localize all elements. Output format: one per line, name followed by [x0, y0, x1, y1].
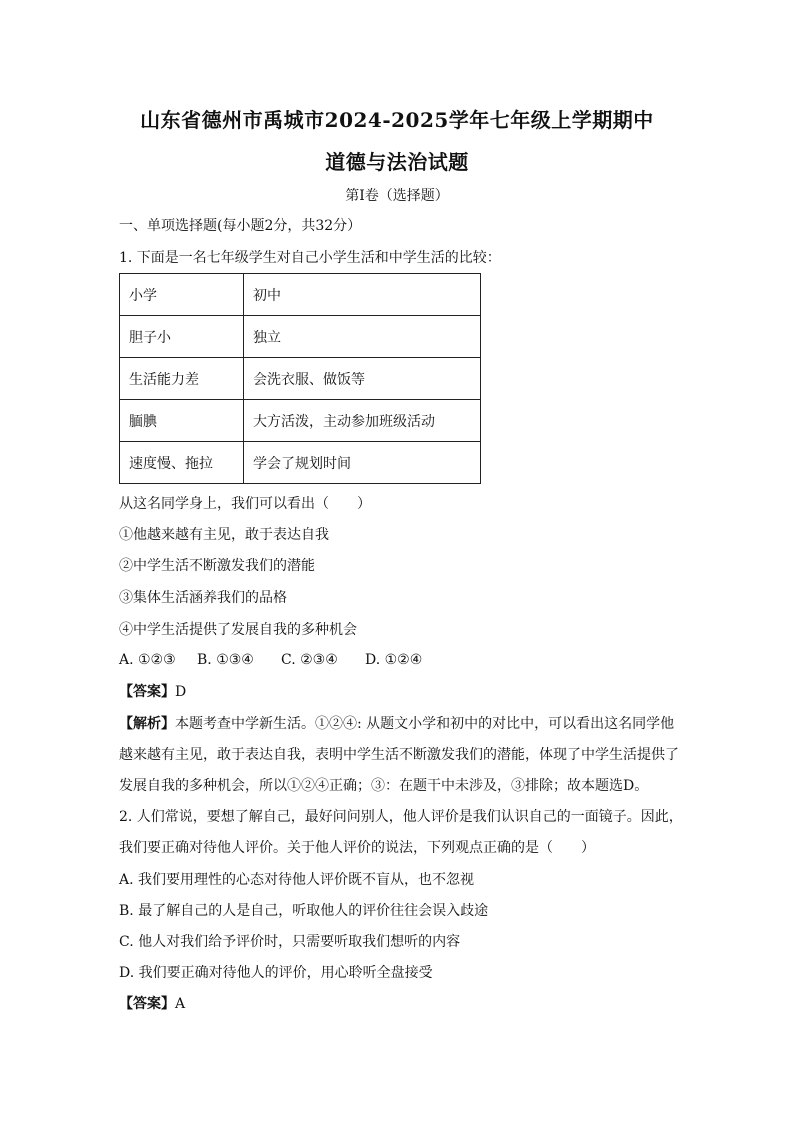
comparison-table: [119, 273, 481, 484]
answer-value: A: [175, 996, 186, 1012]
q1-options: [119, 650, 422, 670]
table-cell: 独立: [244, 316, 481, 358]
table-cell: 大方活泼，主动参加班级活动: [244, 400, 481, 442]
q1-option: B. ①③④: [197, 652, 254, 668]
q2-option: D. 我们要正确对待他人的评价，用心聆听全盘接受: [119, 965, 433, 981]
q2-option: B. 最了解自己的人是自己，听取他人的评价往往会误入歧途: [119, 903, 489, 919]
table-cell: 会洗衣服、做饭等: [244, 358, 481, 400]
q1-option: D. ①②④: [365, 652, 423, 668]
table-row: [120, 316, 481, 358]
q1-option: C. ②③④: [281, 652, 338, 668]
q2-answer: [119, 994, 185, 1014]
q2-stem-line: 2. 人们常说，要想了解自己，最好问问别人，他人评价是我们认识自己的一面镜子。因此，: [119, 809, 683, 825]
answer-value: D: [175, 684, 187, 700]
table-cell: 速度慢、拖拉: [120, 442, 244, 484]
table-row: [120, 358, 481, 400]
section-heading: 一、单项选择题(每小题2分，共32分）: [119, 218, 362, 234]
analysis-text: 本题考查中学新生活。①②④: 从题文小学和初中的对比中，可以看出这名同学他: [175, 716, 675, 732]
exam-title-line1: 山东省德州市禹城市2024-2025学年七年级上学期期中: [140, 108, 654, 132]
q1-analysis-line: [119, 714, 674, 734]
q1-item: ①他越来越有主见，敢于表达自我: [119, 527, 329, 543]
q1-answer: [119, 682, 186, 702]
q1-analysis-line: 发展自我的多种机会，所以①②④正确；③：在题干中未涉及，③排除；故本题选D。: [119, 778, 649, 794]
table-row: [120, 442, 481, 484]
table-row: [120, 274, 481, 316]
volume-label: 第Ⅰ卷（选择题）: [345, 188, 449, 204]
q2-option: A. 我们要用理性的心态对待他人评价既不盲从，也不忽视: [119, 872, 475, 888]
q1-stem: 1. 下面是一名七年级学生对自己小学生活和中学生活的比较：: [119, 250, 501, 266]
exam-title-line2: 道德与法治试题: [325, 150, 469, 174]
q1-analysis-line: 越来越有主见，敢于表达自我，表明中学生活不断激发我们的潜能，体现了中学生活提供了: [119, 747, 679, 763]
q1-option: A. ①②③: [119, 652, 176, 668]
q1-item: ④中学生活提供了发展自我的多种机会: [119, 622, 357, 638]
table-row: [120, 400, 481, 442]
q1-question: 从这名同学身上，我们可以看出（ ）: [119, 496, 371, 512]
table-cell: 生活能力差: [120, 358, 244, 400]
table-cell: 学会了规划时间: [244, 442, 481, 484]
table-cell: 初中: [244, 274, 481, 316]
table-cell: 胆子小: [120, 316, 244, 358]
table-cell: 腼腆: [120, 400, 244, 442]
q1-item: ②中学生活不断激发我们的潜能: [119, 558, 315, 574]
q2-option: C. 他人对我们给予评价时，只需要听取我们想听的内容: [119, 934, 461, 950]
answer-label: 【答案】: [119, 996, 175, 1012]
table-cell: 小学: [120, 274, 244, 316]
q2-stem-line: 我们要正确对待他人评价。关于他人评价的说法，下列观点正确的是（ ）: [119, 840, 595, 856]
answer-label: 【答案】: [119, 684, 175, 700]
analysis-label: 【解析】: [119, 716, 175, 732]
q1-item: ③集体生活涵养我们的品格: [119, 590, 287, 606]
